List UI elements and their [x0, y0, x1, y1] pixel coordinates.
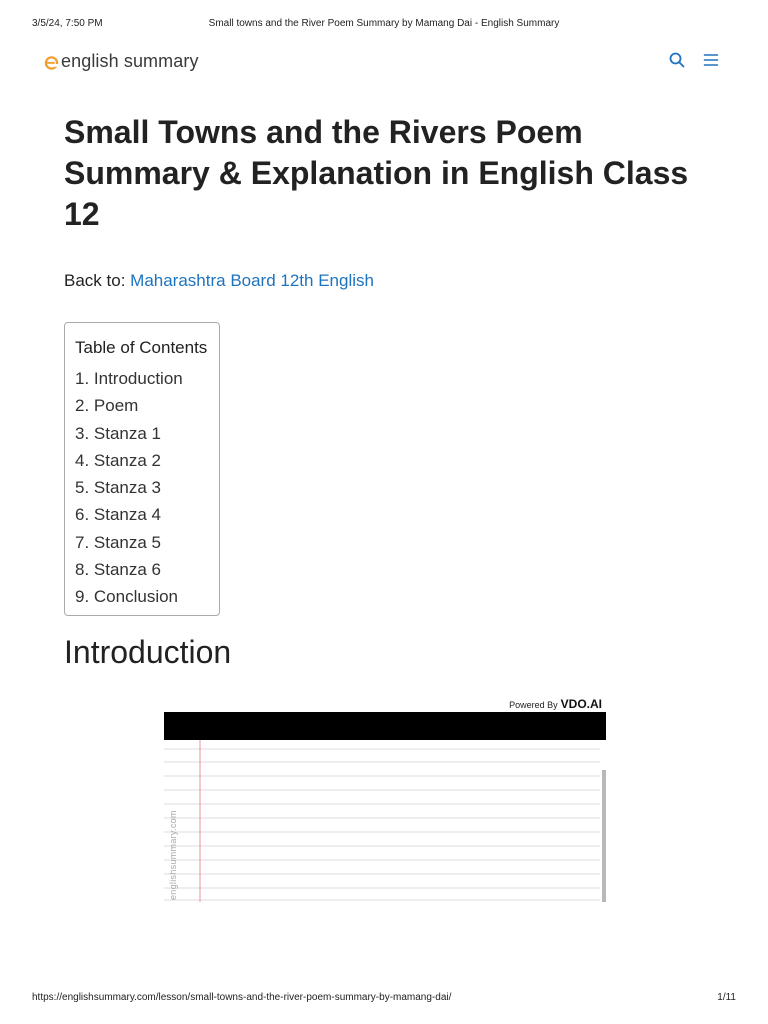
print-page-title: Small towns and the River Poem Summary by Mamang Dai - English Summary [208, 18, 560, 29]
print-footer [32, 992, 736, 1006]
back-to-link[interactable]: Maharashtra Board 12th English [130, 271, 374, 290]
powered-by-label: Powered By [509, 700, 558, 710]
video-scrollbar[interactable] [602, 770, 606, 902]
logo-e-icon [44, 55, 59, 70]
breadcrumb [64, 271, 374, 291]
back-to-label: Back to: [64, 271, 126, 290]
print-header [32, 18, 736, 32]
section-heading-introduction: Introduction [64, 634, 232, 670]
header-actions [668, 51, 720, 69]
logo-text: english summary [61, 50, 199, 71]
page-title: Small Towns and the Rivers Poem Summary & Explanation in English Class 12 [64, 114, 689, 232]
print-date: 3/5/24, 7:50 PM [32, 18, 103, 29]
toc-item-stanza-3[interactable]: 5. Stanza 3 [75, 478, 162, 498]
video-top-bar [164, 712, 606, 740]
toc-item-stanza-4[interactable]: 6. Stanza 4 [75, 505, 162, 525]
video-powered-by [509, 697, 602, 711]
search-icon[interactable] [668, 51, 686, 69]
video-player[interactable] [164, 712, 606, 902]
video-watermark: englishsummary.com [168, 810, 178, 900]
hamburger-menu-icon[interactable] [702, 51, 720, 69]
toc-title: Table of Contents [75, 338, 208, 357]
toc-item-poem[interactable]: 2. Poem [75, 396, 139, 416]
vdo-brand[interactable]: VDO.AI [560, 697, 602, 711]
site-logo[interactable] [44, 48, 199, 74]
toc-item-stanza-2[interactable]: 4. Stanza 2 [75, 450, 162, 470]
table-of-contents [64, 322, 220, 616]
toc-list [75, 365, 219, 611]
site-header [44, 48, 720, 74]
print-page-number: 1/11 [717, 992, 736, 1003]
toc-item-stanza-5[interactable]: 7. Stanza 5 [75, 532, 162, 552]
toc-item-stanza-6[interactable]: 8. Stanza 6 [75, 560, 162, 580]
toc-item-introduction[interactable]: 1. Introduction [75, 369, 183, 388]
ruled-paper-graphic [164, 740, 606, 902]
video-frame[interactable] [164, 740, 606, 902]
print-url: https://englishsummary.com/lesson/small-towns-and-the-river-poem-summary-by-mamang-dai/ [32, 992, 452, 1003]
toc-item-stanza-1[interactable]: 3. Stanza 1 [75, 423, 162, 443]
toc-item-conclusion[interactable]: 9. Conclusion [75, 587, 179, 607]
